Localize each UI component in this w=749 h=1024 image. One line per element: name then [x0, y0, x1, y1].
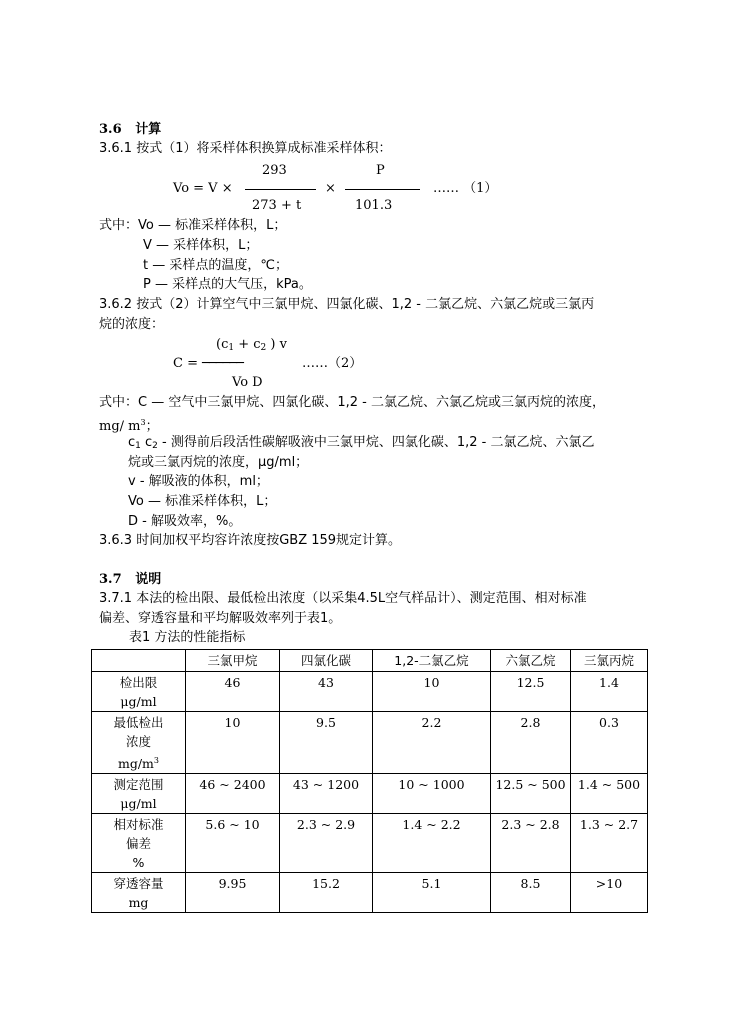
table-row	[92, 712, 648, 774]
table-cell: 15.2	[280, 873, 373, 913]
table-cell: 1.4 ~ 500	[571, 774, 648, 814]
formula-2-lhs: C =	[173, 356, 198, 371]
formula-2-numerator	[216, 337, 287, 356]
table-cell: 2.2	[373, 712, 491, 774]
table-cell: 2.8	[491, 712, 571, 774]
table-cell: 1.3 ~ 2.7	[571, 814, 648, 873]
paragraph-3-6-3: 3.6.3 时间加权平均容许浓度按GBZ 159规定计算。	[99, 533, 402, 548]
where-line: t — 采样点的温度，℃；	[143, 258, 288, 273]
paragraph-3-7-1-cont: 偏差、穿透容量和平均解吸效率列于表1。	[99, 611, 342, 626]
where-line: 式中：Vo — 标准采样体积，L；	[99, 218, 287, 233]
where-line: 烷或三氯丙烷的浓度，μg/ml；	[128, 455, 309, 470]
table-cell: 2.3 ~ 2.9	[280, 814, 373, 873]
formula-1-lhs: Vo = V ×	[173, 181, 233, 196]
table-cell: 10	[186, 712, 280, 774]
formula-1-denominator-1: 273 + t	[252, 198, 302, 213]
row-label-line	[94, 751, 183, 773]
row-label	[92, 774, 186, 814]
where-line: P — 采样点的大气压，kPa。	[143, 277, 312, 292]
paragraph-3-6-1: 3.6.1 按式（1）将采样体积换算成标准采样体积：	[99, 141, 392, 156]
superscript: 3	[153, 756, 159, 765]
formula-2-denominator: Vo D	[232, 375, 263, 390]
fraction-bar	[245, 189, 316, 190]
table-cell: 12.5	[491, 672, 571, 712]
table-row	[92, 814, 648, 873]
formula-2-tail: ……（2）	[302, 356, 363, 371]
table-row	[92, 774, 648, 814]
numerator-part: ) v	[266, 337, 287, 352]
var-text: c	[128, 435, 136, 450]
paragraph-3-7-1: 3.7.1 本法的检出限、最低检出浓度（以采集4.5L空气样品计）、测定范围、相对标准	[99, 591, 587, 606]
table-cell: 0.3	[571, 712, 648, 774]
row-label-line: 测定范围	[113, 777, 164, 792]
subscript: 1	[135, 441, 141, 451]
table-cell: 8.5	[491, 873, 571, 913]
row-label-line: 穿透容量	[113, 876, 164, 891]
where-line: D - 解吸效率，%。	[128, 514, 242, 529]
row-label-line: 偏差	[125, 836, 151, 851]
table-row	[92, 873, 648, 913]
row-label	[92, 873, 186, 913]
table-header-cell	[92, 650, 186, 672]
section-number: 3.7	[99, 572, 122, 587]
table-cell: 12.5 ~ 500	[491, 774, 571, 814]
row-label-line: 最低检出	[113, 715, 164, 730]
table-cell: 2.3 ~ 2.8	[491, 814, 571, 873]
where-line: Vo — 标准采样体积，L；	[128, 494, 277, 509]
table-header-cell: 四氯化碳	[280, 650, 373, 672]
table-cell: 10 ~ 1000	[373, 774, 491, 814]
table-cell: 9.5	[280, 712, 373, 774]
table-cell: 43	[280, 672, 373, 712]
unit-text: mg/ m	[99, 419, 141, 434]
formula-1-denominator-2: 101.3	[355, 198, 393, 213]
table-cell: 43 ~ 1200	[280, 774, 373, 814]
formula-1-numerator-1: 293	[262, 163, 287, 178]
row-label-line: μg/ml	[120, 796, 157, 811]
formula-1-numerator-2: P	[376, 163, 385, 178]
table-header-cell: 三氯甲烷	[186, 650, 280, 672]
row-label	[92, 712, 186, 774]
formula-1-tail: …… （1）	[433, 181, 498, 196]
subscript: 1	[228, 343, 235, 353]
section-number: 3.6	[99, 122, 122, 137]
paragraph-3-6-2-cont: 烷的浓度：	[99, 317, 165, 332]
where-line: v - 解吸液的体积，ml；	[128, 474, 269, 489]
formula-2-bar: ──────	[202, 356, 243, 371]
table-caption: 表1 方法的性能指标	[129, 630, 246, 645]
formula-1-times: ×	[325, 181, 336, 196]
table-cell: 1.4 ~ 2.2	[373, 814, 491, 873]
table-header-cell: 1,2-二氯乙烷	[373, 650, 491, 672]
var-text: - 测得前后段活性碳解吸液中三氯甲烷、四氯化碳、1,2 - 二氯乙烷、六氯乙	[157, 435, 595, 450]
table-cell: >10	[571, 873, 648, 913]
where-line-c	[128, 435, 595, 454]
var-text: c	[140, 435, 153, 450]
table-row	[92, 672, 648, 712]
where-line-unit	[99, 415, 159, 435]
subscript: 2	[260, 343, 267, 353]
section-title: 计算	[135, 122, 162, 137]
numerator-part: + c	[234, 337, 261, 352]
table-cell: 10	[373, 672, 491, 712]
unit-text: ；	[145, 419, 159, 434]
subscript: 2	[152, 441, 158, 451]
where-line: 式中：C — 空气中三氯甲烷、四氯化碳、1,2 - 二氯乙烷、六氯乙烷或三氯丙烷的浓度，	[99, 395, 605, 410]
performance-table	[91, 649, 648, 913]
row-label	[92, 814, 186, 873]
table-cell: 1.4	[571, 672, 648, 712]
table-cell: 5.1	[373, 873, 491, 913]
section-3-7-heading	[99, 572, 161, 588]
section-title: 说明	[135, 572, 162, 587]
numerator-part: (c	[216, 337, 229, 352]
unit-text: mg/m	[117, 756, 154, 771]
paragraph-3-6-2: 3.6.2 按式（2）计算空气中三氯甲烷、四氯化碳、1,2 - 二氯乙烷、六氯乙烷或三氯丙	[99, 297, 595, 312]
row-label-line: 相对标准	[113, 817, 164, 832]
table-header-row	[92, 650, 648, 672]
row-label-line: mg	[128, 895, 149, 910]
table-cell: 5.6 ~ 10	[186, 814, 280, 873]
table-cell: 46 ~ 2400	[186, 774, 280, 814]
where-line: V — 采样体积，L；	[143, 238, 259, 253]
fraction-bar	[345, 189, 420, 190]
row-label-line: 检出限	[119, 675, 158, 690]
row-label-line: 浓度	[125, 734, 151, 749]
row-label	[92, 672, 186, 712]
table-cell: 46	[186, 672, 280, 712]
table-header-cell: 六氯乙烷	[491, 650, 571, 672]
section-3-6-heading	[99, 122, 161, 138]
superscript: 3	[140, 418, 146, 427]
row-label-line: %	[132, 855, 145, 870]
table-cell: 9.95	[186, 873, 280, 913]
table-header-cell: 三氯丙烷	[571, 650, 648, 672]
row-label-line: μg/ml	[120, 694, 157, 709]
